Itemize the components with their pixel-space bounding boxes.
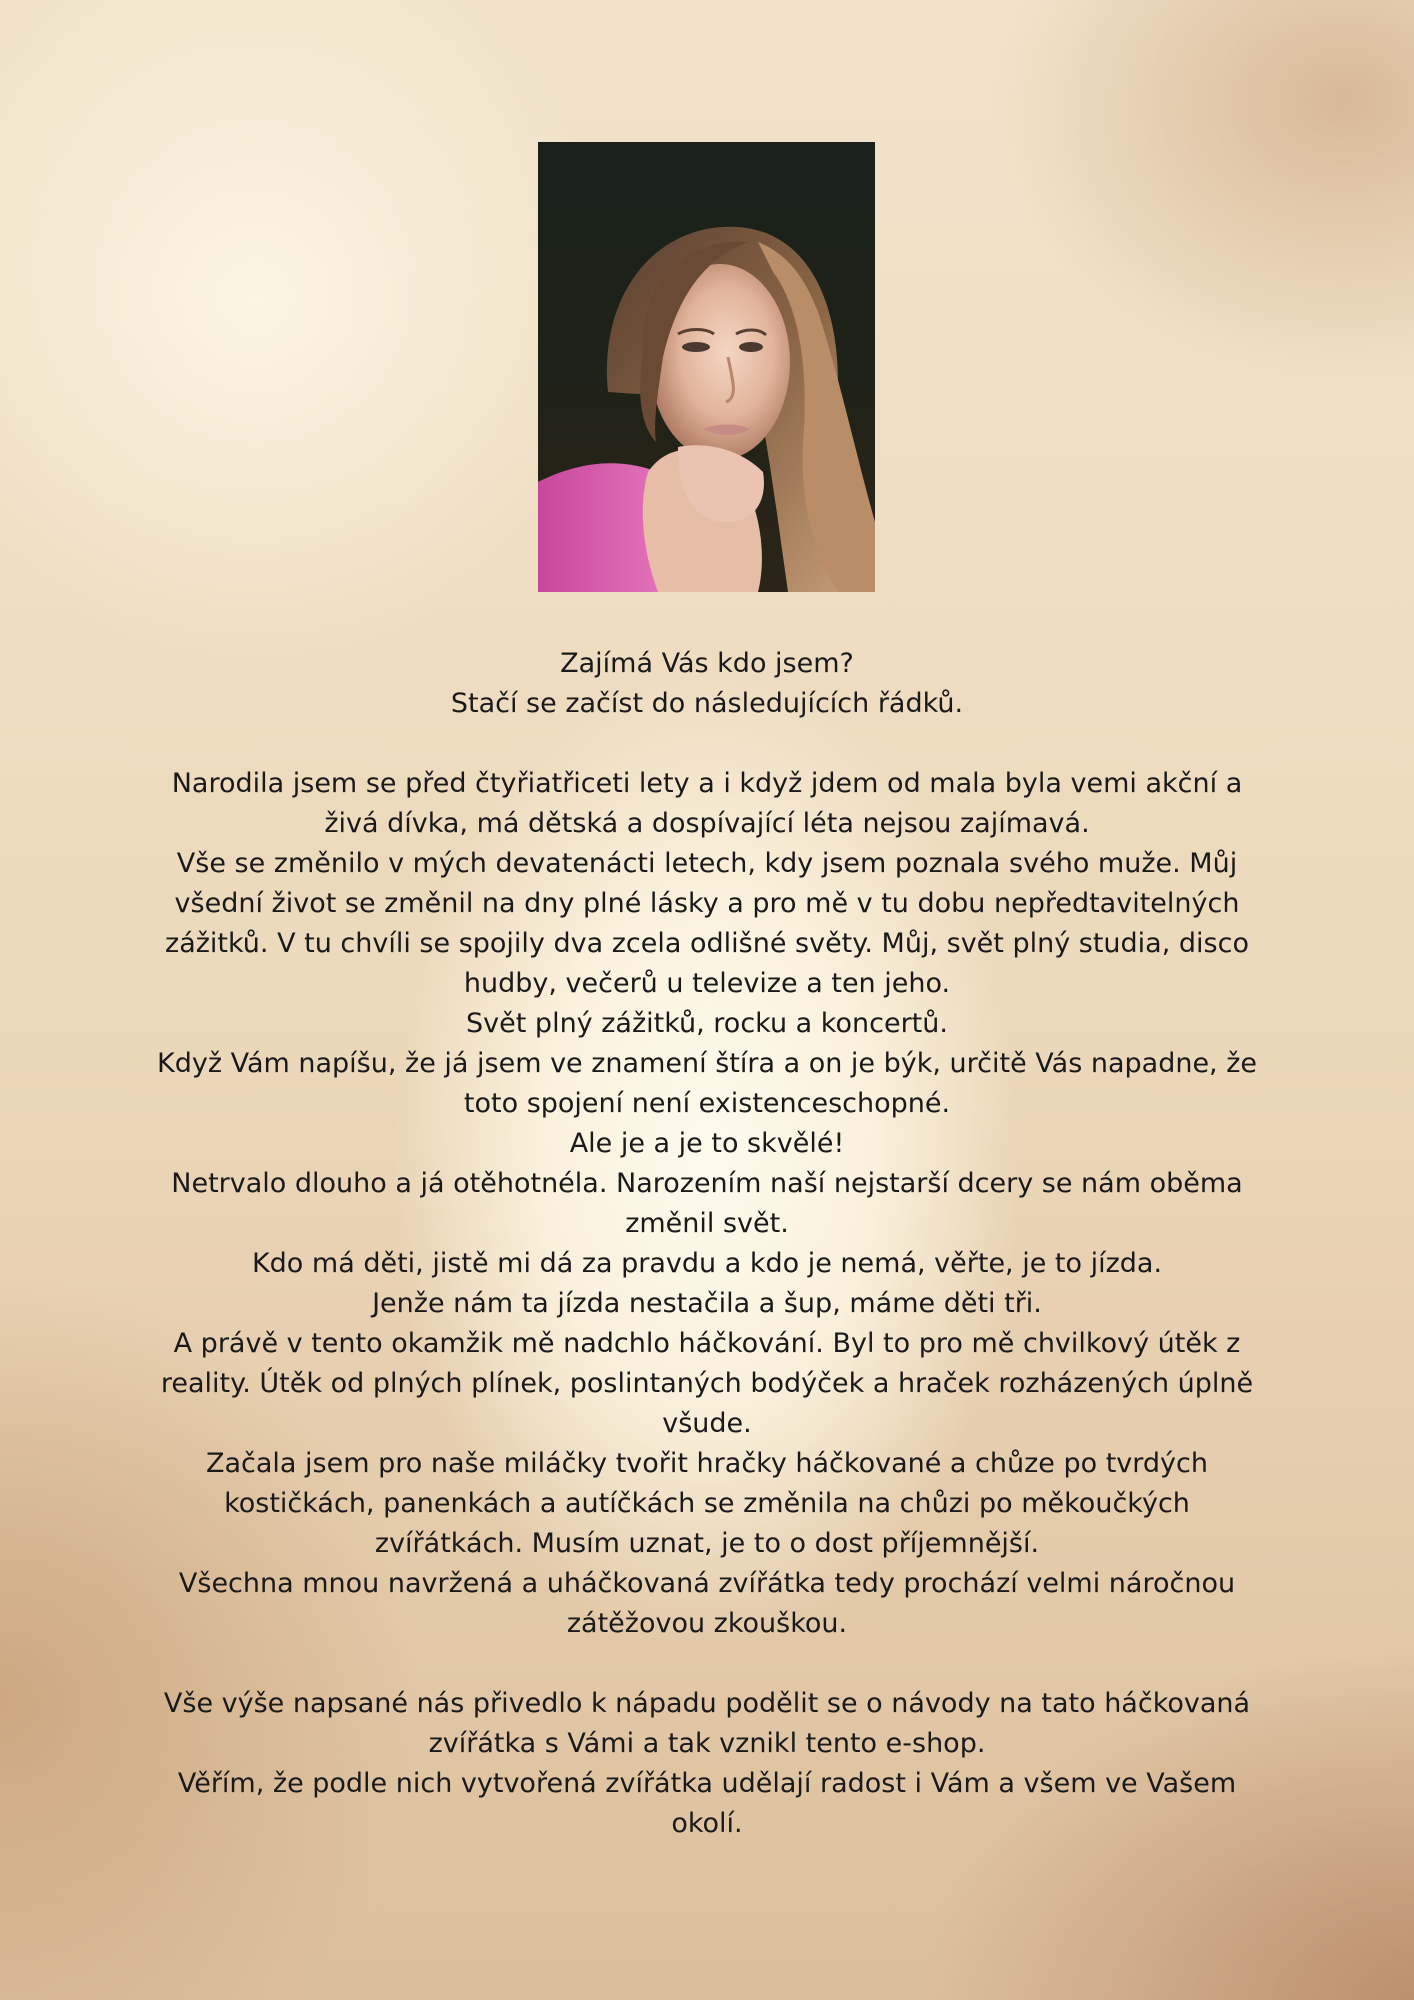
story-paragraph: A právě v tento okamžik mě nadchlo háčkování. Byl to pro mě chvilkový útěk z reality. Útěk od plných plínek, poslintaných bodýček a hraček rozházených úplně všude. xyxy=(160,1328,1254,1439)
story-paragraph: Ale je a je to skvělé! xyxy=(569,1128,845,1159)
story-paragraph: Kdo má děti, jistě mi dá za pravdu a kdo je nemá, věřte, je to jízda. xyxy=(251,1248,1163,1279)
story-paragraph: Narodila jsem se před čtyřiatřiceti lety a i když jdem od mala byla vemi akční a živá dívka, má dětská a dospívající léta nejsou zajímavá. xyxy=(171,768,1243,839)
story-paragraph: Netrvalo dlouho a já otěhotnéla. Narozením naší nejstarší dcery se nám oběma změnil svět. xyxy=(171,1168,1243,1239)
author-portrait-photo xyxy=(538,142,875,592)
story-paragraph: Všechna mnou navržená a uháčkovaná zvířátka tedy prochází velmi náročnou zátěžovou zkouškou. xyxy=(178,1568,1236,1639)
about-me-text xyxy=(150,644,1264,1844)
story-paragraph: Svět plný zážitků, rocku a koncertů. xyxy=(466,1008,948,1039)
intro-question: Zajímá Vás kdo jsem? xyxy=(560,648,854,679)
story-paragraph: Začala jsem pro naše miláčky tvořit hračky háčkované a chůze po tvrdých kostičkách, panenkách a autíčkách se změnila na chůzi po měkoučkých zvířátkách. Musím uznat, je to o dost příjemnější. xyxy=(205,1448,1208,1559)
intro-subtitle: Stačí se začíst do následujících řádků. xyxy=(450,688,964,719)
story-paragraph: Když Vám napíšu, že já jsem ve znamení štíra a on je býk, určitě Vás napadne, že toto spojení není existenceschopné. xyxy=(157,1048,1257,1119)
closing-paragraph: Věřím, že podle nich vytvořená zvířátka udělají radost i Vám a všem ve Vašem okolí. xyxy=(177,1768,1237,1839)
closing-paragraph: Vše výše napsané nás přivedlo k nápadu podělit se o návody na tato háčkovaná zvířátka s Vámi a tak vznikl tento e-shop. xyxy=(163,1688,1251,1759)
story-paragraph: Vše se změnilo v mých devatenácti letech, kdy jsem poznala svého muže. Můj všední život se změnil na dny plné lásky a pro mě v tu dobu nepředtavitelných zážitků. V tu chvíli se spojily dva zcela odlišné světy. Můj, svět plný studia, disco hudby, večerů u televize a ten jeho. xyxy=(165,848,1249,999)
story-paragraph: Jenže nám ta jízda nestačila a šup, máme děti tři. xyxy=(372,1288,1042,1319)
